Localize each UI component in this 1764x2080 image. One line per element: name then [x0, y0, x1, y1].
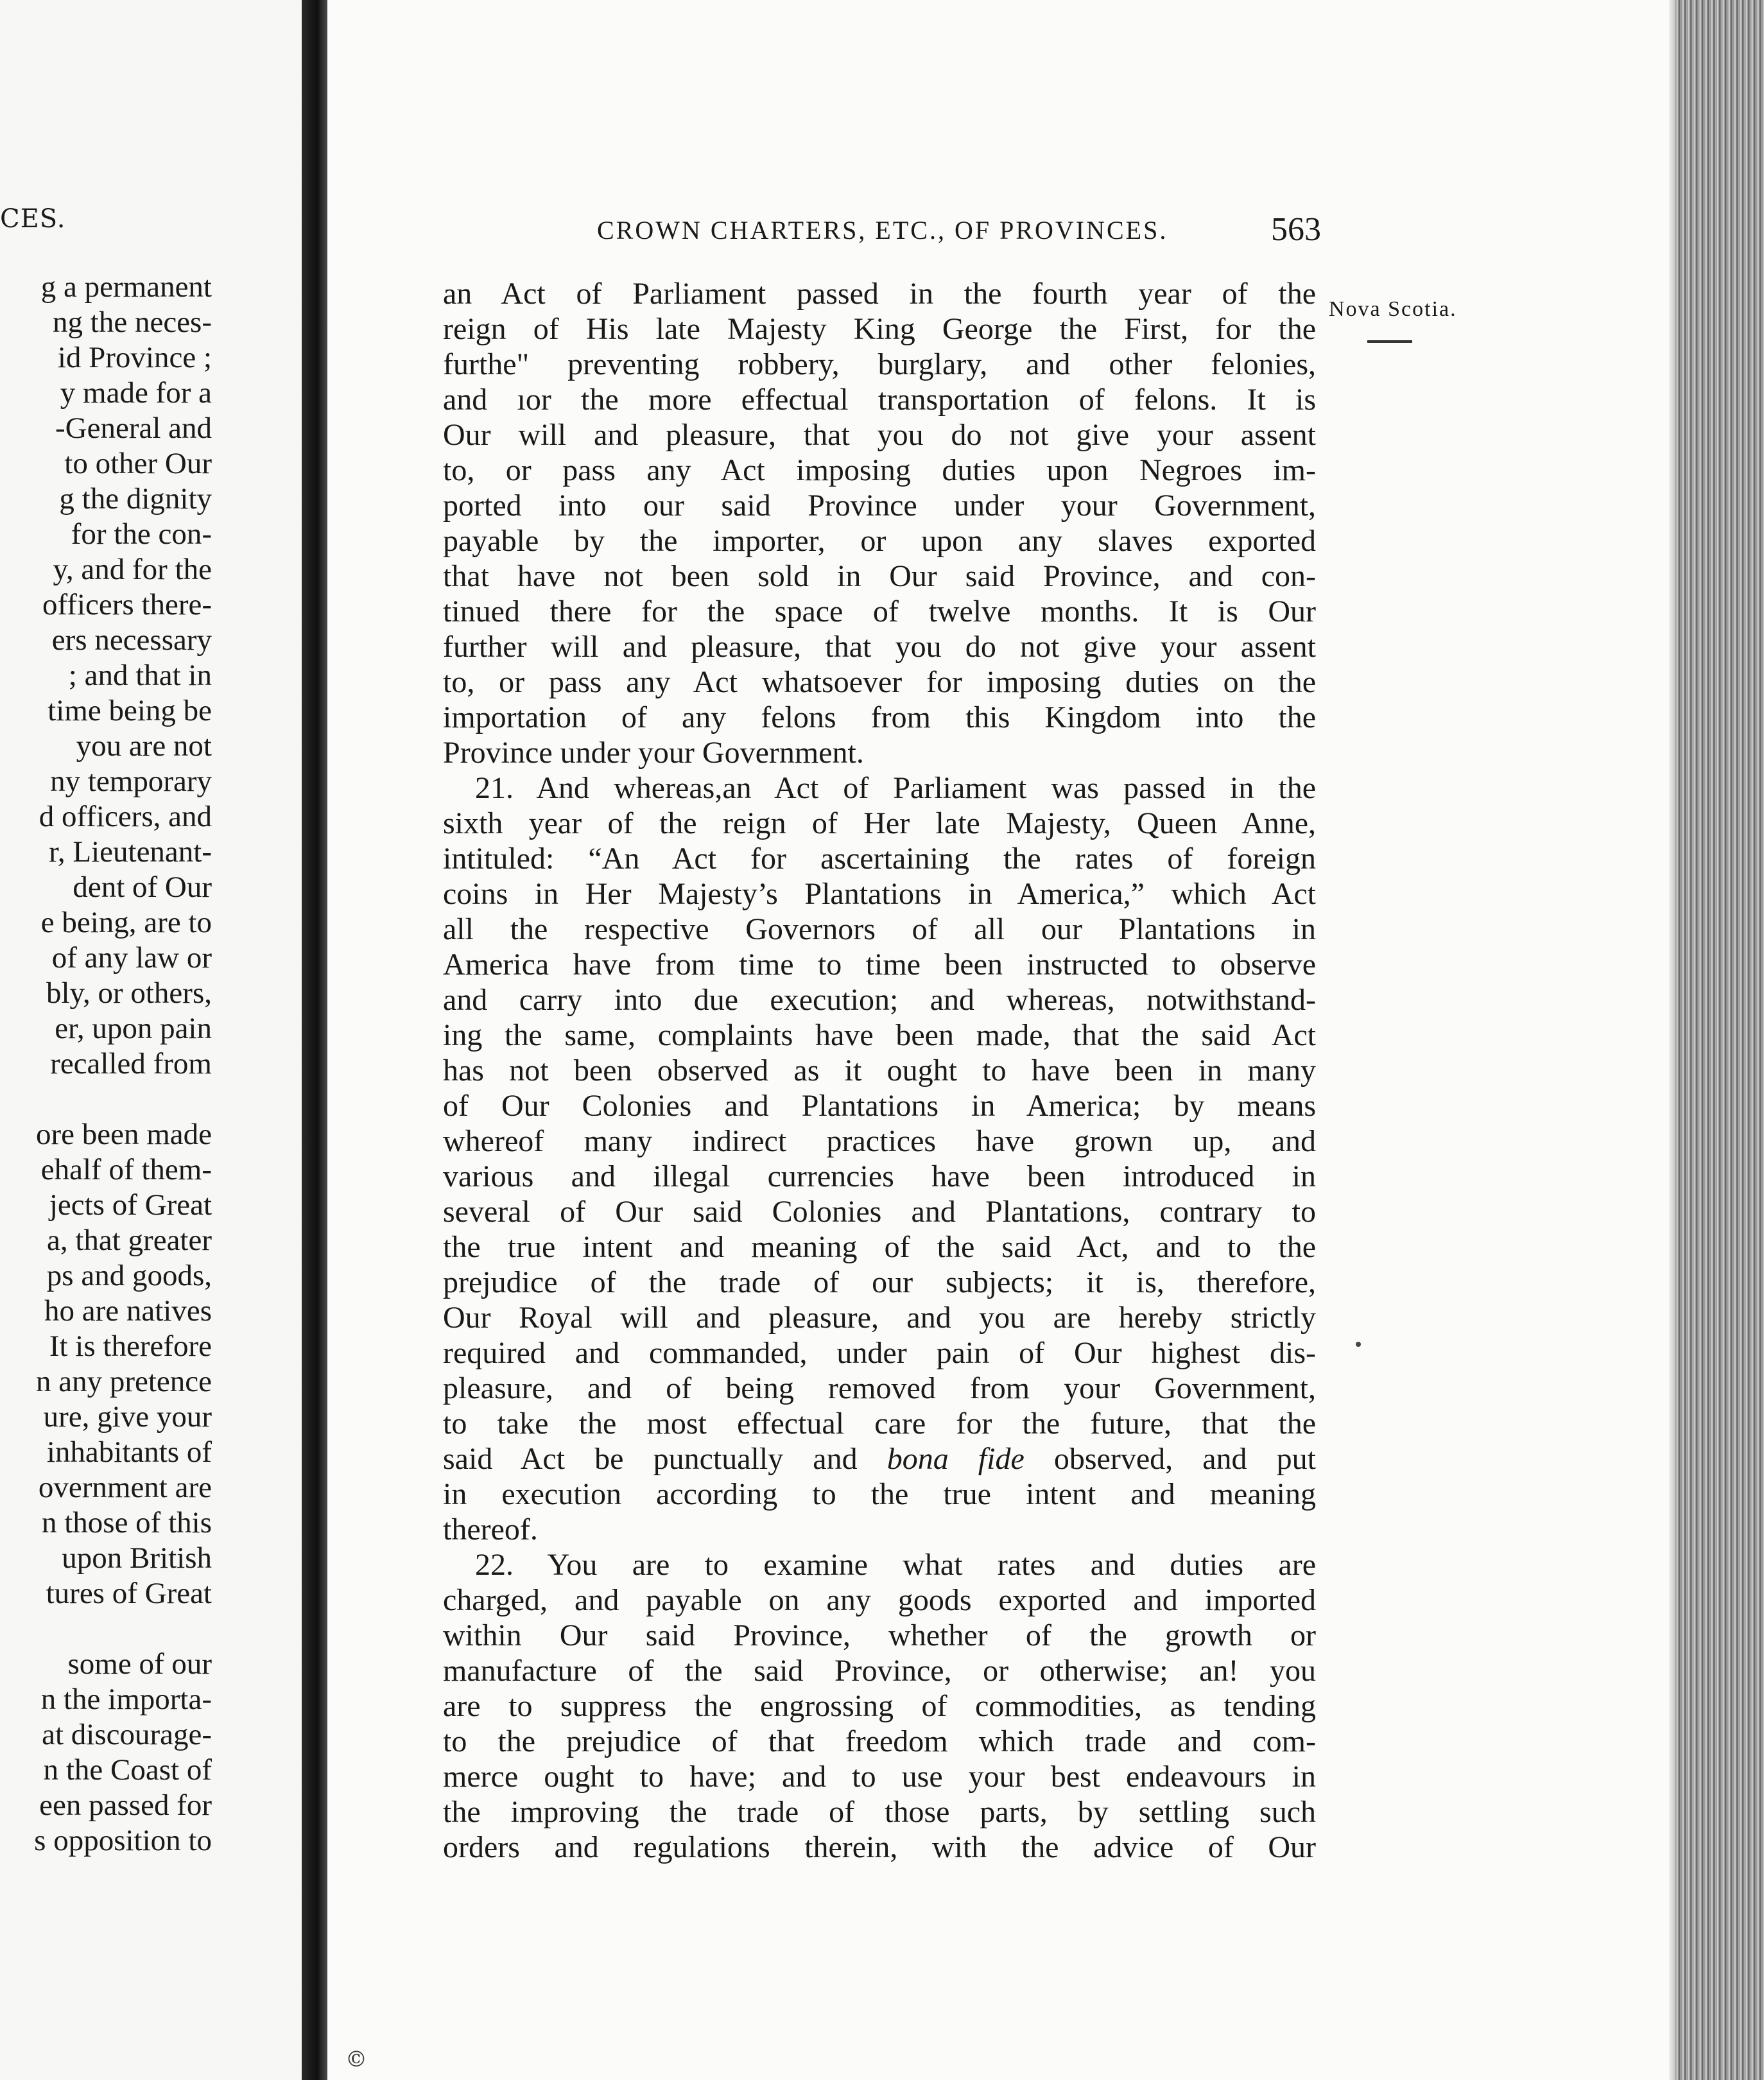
left-text-line: n the Coast of — [43, 1753, 212, 1787]
left-text-line: of any law or — [51, 941, 212, 975]
left-text-line: you are not — [76, 729, 212, 763]
left-text-line: tures of Great — [46, 1577, 212, 1610]
text-line: ing the same, complaints have been made, that the said Act — [443, 1018, 1316, 1052]
text-line: required and commanded, under pain of Our highest dis- — [443, 1336, 1316, 1370]
left-text-line: y made for a — [60, 376, 212, 410]
text-line: has not been observed as it ought to have been in many — [443, 1053, 1316, 1088]
text-line: charged, and payable on any goods exported and imported — [443, 1583, 1316, 1617]
left-text-line: r, Lieutenant- — [49, 835, 212, 869]
left-text-line: bly, or others, — [46, 976, 212, 1010]
left-text-line: It is therefore — [49, 1330, 212, 1363]
text-line: and carry into due execution; and whereas, notwithstand- — [443, 983, 1316, 1017]
left-text-line: officers there- — [42, 588, 212, 621]
left-text-line: time being be — [48, 694, 212, 727]
left-text-line: overnment are — [38, 1471, 212, 1504]
text-line: coins in Her Majesty’s Plantations in America,” which Act — [443, 877, 1316, 911]
text-line: pleasure, and of being removed from your Government, — [443, 1371, 1316, 1405]
left-text-line: to other Our — [64, 447, 212, 480]
text-line: merce ought to have; and to use your best endeavours in — [443, 1760, 1316, 1794]
left-text-line: ny temporary — [50, 765, 212, 798]
left-text-line: ers necessary — [51, 623, 212, 657]
left-text-line: ehalf of them- — [40, 1153, 212, 1186]
left-page-text — [0, 270, 212, 1859]
text-line: to take the most effectual care for the future, that the — [443, 1407, 1316, 1441]
text-line: to, or pass any Act whatsoever for imposing duties on the — [443, 665, 1316, 699]
text-line: Province under your Government. — [443, 736, 864, 770]
left-text-line: jects of Great — [49, 1188, 212, 1222]
text-line: Our will and pleasure, that you do not give your assent — [443, 418, 1316, 452]
left-text-line: id Province ; — [57, 341, 212, 374]
left-text-line: ps and goods, — [46, 1259, 212, 1292]
text-line: 21. And whereas,an Act of Parliament was passed in the — [475, 771, 1316, 805]
text-line: ported into our said Province under your Government, — [443, 489, 1316, 523]
text-line: America have from time to time been instructed to observe — [443, 948, 1316, 982]
text-line: sixth year of the reign of Her late Majesty, Queen Anne, — [443, 806, 1316, 840]
text-line: intituled: “An Act for ascertaining the rates of foreign — [443, 842, 1316, 876]
text-line: importation of any felons from this Kingdom into the — [443, 700, 1316, 734]
body-text — [443, 276, 1316, 1865]
page-number: 563 — [1271, 211, 1321, 248]
text-line: all the respective Governors of all our Plantations in — [443, 912, 1316, 946]
left-text-line: y, and for the — [53, 553, 212, 586]
page-edges — [1675, 0, 1764, 2080]
text-line — [443, 1441, 1316, 1477]
text-line: in execution according to the true intent and meaning — [443, 1477, 1316, 1511]
text-line: orders and regulations therein, with the advice of Our — [443, 1830, 1316, 1864]
text-line: that have not been sold in Our said Province, and con- — [443, 559, 1316, 593]
text-line: tinued there for the space of twelve months. It is Our — [443, 594, 1316, 628]
text-line: various and illegal currencies have been introduced in — [443, 1159, 1316, 1193]
margin-note-rule — [1367, 340, 1412, 343]
left-text-line: g a permanent — [40, 270, 212, 304]
left-text-line: ore been made — [35, 1118, 212, 1151]
left-text-line: at discourage- — [42, 1718, 212, 1751]
left-text-line — [0, 1082, 212, 1117]
text-line: furthe" preventing robbery, burglary, and other felonies, — [443, 347, 1316, 381]
text-line: 22. You are to examine what rates and duties are — [475, 1548, 1316, 1582]
text-line: prejudice of the trade of our subjects; it is, therefore, — [443, 1265, 1316, 1299]
left-text-line: n those of this — [41, 1506, 212, 1539]
left-text-line: inhabitants of — [46, 1435, 212, 1469]
text-line: the improving the trade of those parts, by settling such — [443, 1795, 1316, 1829]
left-text-line: er, upon pain — [55, 1012, 212, 1045]
left-text-line: n any pretence — [35, 1365, 212, 1398]
text-line: Our Royal will and pleasure, and you are hereby strictly — [443, 1301, 1316, 1335]
text-line: to the prejudice of that freedom which trade and com- — [443, 1724, 1316, 1758]
italic-phrase: bona fide — [886, 1442, 1025, 1476]
left-text-line: dent of Our — [73, 871, 212, 904]
left-text-line: upon British — [62, 1541, 212, 1575]
text-line: within Our said Province, whether of the growth or — [443, 1618, 1316, 1652]
left-text-line: some of our — [67, 1647, 212, 1681]
left-text-line: for the con- — [71, 517, 212, 551]
left-text-line: ; and that in — [68, 659, 212, 692]
left-text-line: a, that greater — [46, 1224, 212, 1257]
text-run: said Act be punctually and — [443, 1442, 887, 1476]
left-text-line: n the importa- — [40, 1683, 212, 1716]
text-run: observed, and put — [1024, 1442, 1316, 1476]
left-text-line: ng the neces- — [53, 306, 212, 339]
margin-note: Nova Scotia. — [1329, 297, 1457, 321]
text-line: the true intent and meaning of the said Act, and to the — [443, 1230, 1316, 1264]
running-head: CROWN CHARTERS, ETC., OF PROVINCES. — [597, 216, 1168, 245]
left-text-line: ho are natives — [44, 1294, 212, 1328]
left-text-line: e being, are to — [40, 906, 212, 939]
text-line: thereof. — [443, 1512, 538, 1547]
text-line: an Act of Parliament passed in the fourth year of the — [443, 277, 1316, 311]
left-text-line: ure, give your — [43, 1400, 212, 1434]
text-line: to, or pass any Act imposing duties upon Negroes im- — [443, 453, 1316, 487]
left-page — [0, 0, 302, 2080]
book-gutter — [302, 0, 327, 2080]
text-line: reign of His late Majesty King George the First, for the — [443, 312, 1316, 346]
text-line: of Our Colonies and Plantations in America; by means — [443, 1089, 1316, 1123]
text-line: are to suppress the engrossing of commodities, as tending — [443, 1689, 1316, 1723]
text-line: several of Our said Colonies and Plantations, contrary to — [443, 1195, 1316, 1229]
text-line: whereof many indirect practices have grown up, and — [443, 1124, 1316, 1158]
ink-speck — [1356, 1342, 1361, 1347]
text-line: further will and pleasure, that you do not give your assent — [443, 630, 1316, 664]
scan-mark: © — [345, 2047, 367, 2072]
left-text-line: -General and — [55, 412, 212, 445]
left-text-line: g the dignity — [59, 482, 212, 516]
text-line: and ıor the more effectual transportation of felons. It is — [443, 383, 1316, 417]
left-text-line: s opposition to — [34, 1824, 212, 1857]
left-running-head: CES. — [0, 204, 66, 234]
left-text-line: recalled from — [50, 1047, 212, 1080]
text-line: manufacture of the said Province, or otherwise; an! you — [443, 1654, 1316, 1688]
left-text-line: een passed for — [39, 1789, 212, 1822]
text-line: payable by the importer, or upon any slaves exported — [443, 524, 1316, 558]
left-text-line: d officers, and — [39, 800, 212, 833]
left-text-line — [0, 1611, 212, 1647]
